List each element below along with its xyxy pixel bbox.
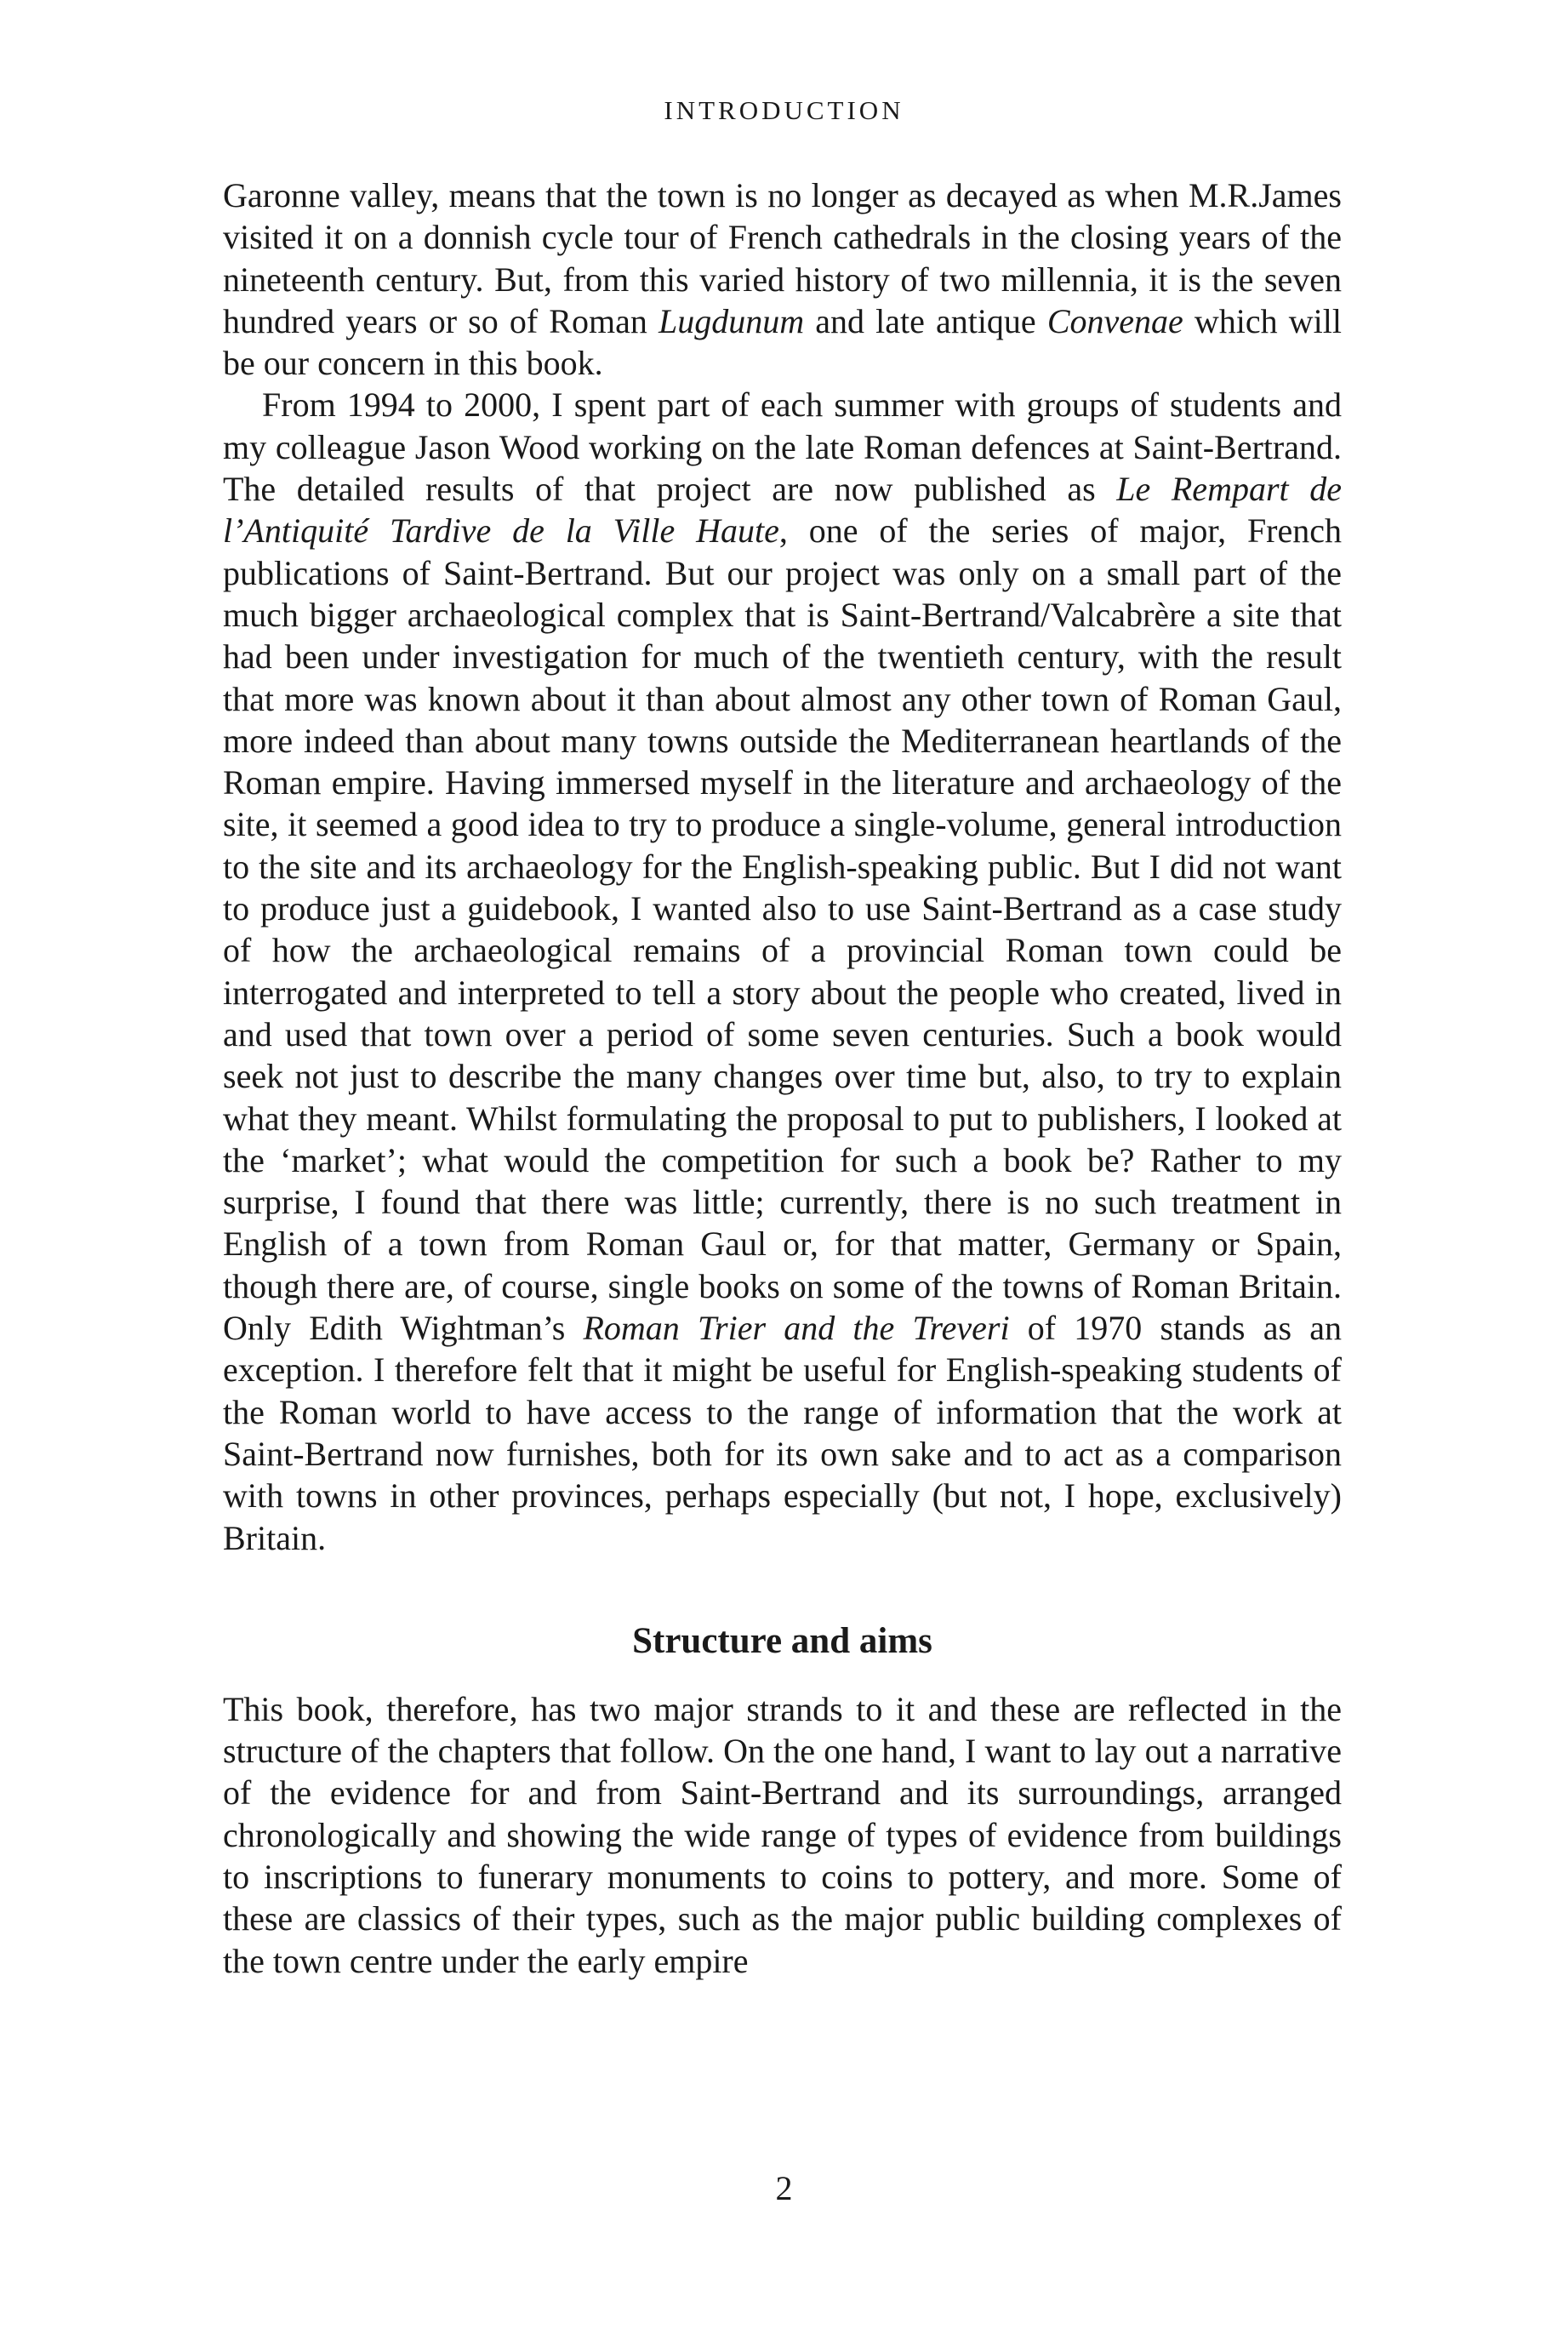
paragraph-2-italic-book: Roman Trier and the Treveri	[583, 1309, 1010, 1348]
paragraph-2-text-b: , one of the series of major, French publications of Saint-Bertrand. But our project was only on a small part of the much bigger archaeological complex that is Saint-Bertrand/Valcabrère a site that had been under investigation for much of the twentieth century, with the result that more was known about it than about almost any other town of Roman Gaul, more indeed than about many towns outside the Mediterranean heartlands of the Roman empire. Having immersed myself in the literature and archaeology of the site, it seemed a good idea to try to produce a single-volume, general introduction to the site and its archaeology for the English-speaking public. But I did not want to produce just a guidebook, I wanted also to use Saint-Bertrand as a case study of how the archaeological remains of a provincial Roman town could be interrogated and interpreted to tell a story about the people who created, lived in and used that town over a period of some seven centuries. Such a book would seek not just to describe the many changes over time but, also, to try to explain what they meant. Whilst formulating the proposal to put to publishers, I looked at the ‘market’; what would the competition for such a book be? Rather to my surprise, I found that there was little; currently, there is no such treatment in English of a town from Roman Gaul or, for that matter, Germany or Spain, though there are, of course, single books on some of the towns of Roman Britain. Only Edith Wightman’s	[223, 511, 1343, 1348]
paragraph-2	[223, 384, 1342, 1558]
paragraph-2-text-c: of 1970 stands as an exception. I therefore felt that it might be useful for English-speaking students of the Roman world to have access to the range of information that the work at Saint-Bertrand now furnishes, both for its own sake and to act as a comparison with towns in other provinces, perhaps especially (but not, I hope, exclusively) Britain.	[223, 1309, 1342, 1557]
paragraph-2-italic-title: Le Rempart de l’Antiquité Tardive de la Ville Haute	[223, 470, 1342, 551]
paragraph-1	[223, 174, 1342, 384]
paragraph-1-text-c: which will be our concern in this book.	[223, 301, 1342, 383]
page-number: 2	[775, 2169, 793, 2207]
paragraph-3: This book, therefore, has two major strands to it and these are reflected in the structure of the chapters that follow. On the one hand, I want to lay out a narrative of the evidence for and from Saint-Bertrand and its surroundings, arranged chronologically and showing the wide range of types of evidence from buildings to inscriptions to funerary monuments to coins to pottery, and more. Some of these are classics of their types, such as the major public building complexes of the town centre under the early empire	[223, 1689, 1342, 1980]
paragraph-2-text-a: From 1994 to 2000, I spent part of each summer with groups of students and my colleague Jason Wood working on the late Roman defences at Saint-Bertrand. The detailed results of that project are now published as	[223, 385, 1342, 509]
body-text	[223, 174, 1342, 1982]
paragraph-1-text-a: Garonne valley, means that the town is no longer as decayed as when M.R.James visited it on a donnish cycle tour of French cathedrals in the closing years of the nineteenth century. But, from this varied history of two millennia, it is the seven hundred years or so of Roman	[223, 176, 1342, 340]
running-head: INTRODUCTION	[664, 95, 904, 125]
paragraph-1-italic-lugdunum: Lugdunum	[658, 301, 805, 340]
section-heading: Structure and aims	[632, 1620, 932, 1661]
paragraph-1-text-b: and late antique	[804, 301, 1047, 340]
paragraph-1-italic-convenae: Convenae	[1046, 301, 1183, 340]
